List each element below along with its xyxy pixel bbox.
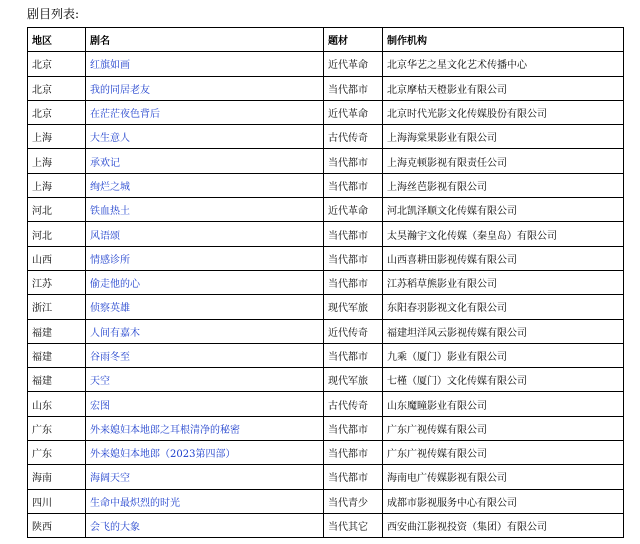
drama-title-link[interactable]: 绚烂之城 — [90, 181, 130, 193]
table-row — [28, 368, 624, 392]
cell-producer: 北京华艺之星文化艺术传播中心 — [383, 52, 624, 76]
drama-title-link[interactable]: 在茫茫夜色背后 — [90, 109, 160, 121]
cell-title — [86, 343, 324, 367]
header-title: 剧名 — [86, 28, 324, 52]
cell-genre: 近代传奇 — [324, 319, 383, 343]
cell-title — [86, 246, 324, 270]
cell-producer: 河北凯泽顺文化传媒有限公司 — [383, 198, 624, 222]
cell-title — [86, 489, 324, 513]
cell-title — [86, 416, 324, 440]
cell-region: 河北 — [28, 198, 86, 222]
cell-producer: 东阳春羽影视文化有限公司 — [383, 295, 624, 319]
table-row — [28, 416, 624, 440]
header-producer: 制作机构 — [383, 28, 624, 52]
cell-region: 广东 — [28, 441, 86, 465]
cell-region: 上海 — [28, 149, 86, 173]
cell-producer: 江苏稻草熊影业有限公司 — [383, 270, 624, 294]
cell-title — [86, 125, 324, 149]
table-row — [28, 392, 624, 416]
cell-region: 广东 — [28, 416, 86, 440]
cell-region: 江苏 — [28, 270, 86, 294]
cell-producer: 山西喜耕田影视传媒有限公司 — [383, 246, 624, 270]
cell-title — [86, 173, 324, 197]
table-row — [28, 246, 624, 270]
cell-region: 福建 — [28, 343, 86, 367]
drama-title-link[interactable]: 生命中最炽烈的时光 — [90, 497, 180, 509]
cell-title — [86, 52, 324, 76]
cell-genre: 当代都市 — [324, 76, 383, 100]
cell-genre: 当代都市 — [324, 441, 383, 465]
drama-title-link[interactable]: 红旗如画 — [90, 60, 130, 72]
table-header-row — [28, 28, 624, 52]
cell-title — [86, 368, 324, 392]
table-row — [28, 465, 624, 489]
cell-producer: 上海海棠果影业有限公司 — [383, 125, 624, 149]
drama-title-link[interactable]: 人间有嘉木 — [90, 327, 140, 339]
drama-title-link[interactable]: 天空 — [90, 376, 110, 388]
cell-region: 福建 — [28, 368, 86, 392]
table-row — [28, 222, 624, 246]
drama-title-link[interactable]: 承欢记 — [90, 157, 120, 169]
cell-genre: 当代都市 — [324, 246, 383, 270]
cell-producer: 七槿（厦门）文化传媒有限公司 — [383, 368, 624, 392]
cell-title — [86, 270, 324, 294]
cell-producer: 西安曲江影视投资（集团）有限公司 — [383, 513, 624, 537]
cell-region: 福建 — [28, 319, 86, 343]
cell-title — [86, 441, 324, 465]
cell-genre: 现代军旅 — [324, 368, 383, 392]
cell-region: 北京 — [28, 52, 86, 76]
cell-title — [86, 295, 324, 319]
table-caption: 剧目列表: — [27, 7, 80, 21]
cell-producer: 广东广视传媒有限公司 — [383, 441, 624, 465]
cell-genre: 近代革命 — [324, 198, 383, 222]
cell-title — [86, 100, 324, 124]
cell-producer: 成都市影视服务中心有限公司 — [383, 489, 624, 513]
table-row — [28, 513, 624, 537]
cell-title — [86, 319, 324, 343]
cell-region: 北京 — [28, 76, 86, 100]
cell-region: 四川 — [28, 489, 86, 513]
cell-region: 山西 — [28, 246, 86, 270]
table-body — [28, 52, 624, 538]
cell-title — [86, 465, 324, 489]
cell-genre: 当代都市 — [324, 343, 383, 367]
cell-title — [86, 76, 324, 100]
cell-genre: 近代革命 — [324, 52, 383, 76]
cell-title — [86, 222, 324, 246]
cell-genre: 当代都市 — [324, 222, 383, 246]
drama-title-link[interactable]: 偷走他的心 — [90, 279, 140, 291]
table-row — [28, 270, 624, 294]
table-row — [28, 198, 624, 222]
table-row — [28, 52, 624, 76]
cell-region: 上海 — [28, 125, 86, 149]
drama-table — [27, 27, 624, 538]
cell-region: 陕西 — [28, 513, 86, 537]
drama-title-link[interactable]: 外来媳妇本地郎（2023第四部） — [90, 449, 236, 461]
cell-genre: 当代其它 — [324, 513, 383, 537]
drama-title-link[interactable]: 宏图 — [90, 400, 110, 412]
header-region: 地区 — [28, 28, 86, 52]
cell-title — [86, 392, 324, 416]
table-row — [28, 441, 624, 465]
cell-genre: 当代都市 — [324, 270, 383, 294]
cell-producer: 上海丝芭影视有限公司 — [383, 173, 624, 197]
cell-region: 上海 — [28, 173, 86, 197]
table-row — [28, 319, 624, 343]
cell-genre: 当代都市 — [324, 465, 383, 489]
drama-title-link[interactable]: 外来媳妇本地郎之耳根清净的秘密 — [90, 424, 240, 436]
cell-producer: 太昊瀚宇文化传媒（秦皇岛）有限公司 — [383, 222, 624, 246]
drama-title-link[interactable]: 铁血热土 — [90, 206, 130, 218]
table-row — [28, 343, 624, 367]
cell-genre: 近代革命 — [324, 100, 383, 124]
header-genre: 题材 — [324, 28, 383, 52]
cell-title — [86, 198, 324, 222]
cell-region: 山东 — [28, 392, 86, 416]
drama-title-link[interactable]: 我的同居老友 — [90, 84, 150, 96]
table-row — [28, 76, 624, 100]
cell-title — [86, 149, 324, 173]
drama-title-link[interactable]: 海阔天空 — [90, 473, 130, 485]
table-row — [28, 149, 624, 173]
cell-producer: 北京摩枯天橙影业有限公司 — [383, 76, 624, 100]
cell-title — [86, 513, 324, 537]
cell-genre: 古代传奇 — [324, 125, 383, 149]
cell-producer: 海南电广传媒影视有限公司 — [383, 465, 624, 489]
cell-genre: 当代青少 — [324, 489, 383, 513]
cell-genre: 当代都市 — [324, 149, 383, 173]
drama-title-link[interactable]: 谷雨冬至 — [90, 352, 130, 363]
cell-genre: 现代军旅 — [324, 295, 383, 319]
table-row — [28, 489, 624, 513]
table-row — [28, 125, 624, 149]
cell-genre: 古代传奇 — [324, 392, 383, 416]
cell-producer: 上海克顿影视有限责任公司 — [383, 149, 624, 173]
cell-genre: 当代都市 — [324, 416, 383, 440]
cell-producer: 福建坦洋风云影视传媒有限公司 — [383, 319, 624, 343]
table-row — [28, 295, 624, 319]
table-row — [28, 173, 624, 197]
cell-region: 浙江 — [28, 295, 86, 319]
table-row — [28, 100, 624, 124]
cell-producer: 北京时代光影文化传媒股份有限公司 — [383, 100, 624, 124]
drama-title-link[interactable]: 大生意人 — [90, 133, 130, 145]
drama-title-link[interactable]: 风语颂 — [90, 230, 120, 242]
cell-producer: 广东广视传媒有限公司 — [383, 416, 624, 440]
cell-region: 北京 — [28, 100, 86, 124]
drama-title-link[interactable]: 会飞的大象 — [90, 522, 140, 534]
cell-producer: 九乘（厦门）影业有限公司 — [383, 343, 624, 367]
drama-title-link[interactable]: 侦察英雄 — [90, 303, 130, 315]
drama-title-link[interactable]: 情感诊所 — [90, 254, 130, 266]
cell-region: 河北 — [28, 222, 86, 246]
cell-region: 海南 — [28, 465, 86, 489]
cell-producer: 山东魔瞳影业有限公司 — [383, 392, 624, 416]
cell-genre: 当代都市 — [324, 173, 383, 197]
